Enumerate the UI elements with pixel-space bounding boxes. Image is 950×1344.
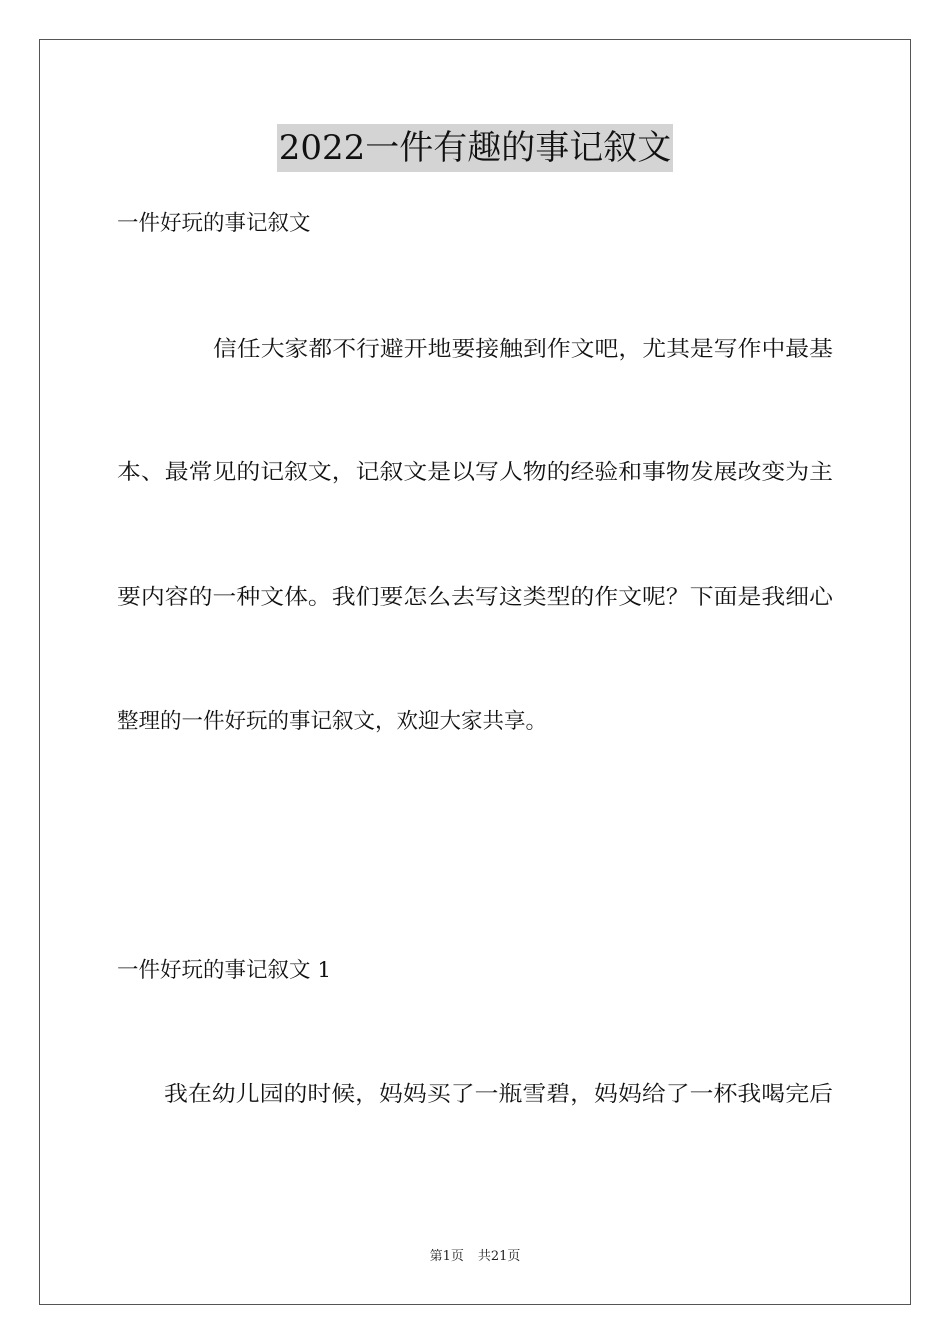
intro-line-1: 信任大家都不行避开地要接触到作文吧，尤其是写作中最基 <box>213 337 833 362</box>
page-footer <box>0 1248 950 1266</box>
intro-line-4: 整理的一件好玩的事记叙文，欢迎大家共享。 <box>117 709 548 734</box>
intro-paragraph-line <box>117 459 833 487</box>
title-container <box>0 124 950 172</box>
section-heading: 一件好玩的事记叙文 1 <box>117 958 332 983</box>
intro-line-2: 本、最常见的记叙文，记叙文是以写人物的经验和事物发展改变为主 <box>117 460 834 485</box>
intro-paragraph-line <box>117 708 833 736</box>
page-number: 第1页 <box>429 1249 464 1264</box>
document-title: 2022一件有趣的事记叙文 <box>277 124 674 172</box>
page-total: 共21页 <box>477 1249 521 1264</box>
intro-line-3: 要内容的一种文体。我们要怎么去写这类型的作文呢？下面是我细心 <box>117 585 834 610</box>
document-subtitle: 一件好玩的事记叙文 <box>117 211 311 236</box>
section-paragraph-line <box>117 1081 833 1109</box>
intro-paragraph-line <box>117 336 833 364</box>
section-line-1: 我在幼儿园的时候，妈妈买了一瓶雪碧，妈妈给了一杯我喝完后 <box>164 1082 833 1107</box>
intro-paragraph-line <box>117 584 833 612</box>
